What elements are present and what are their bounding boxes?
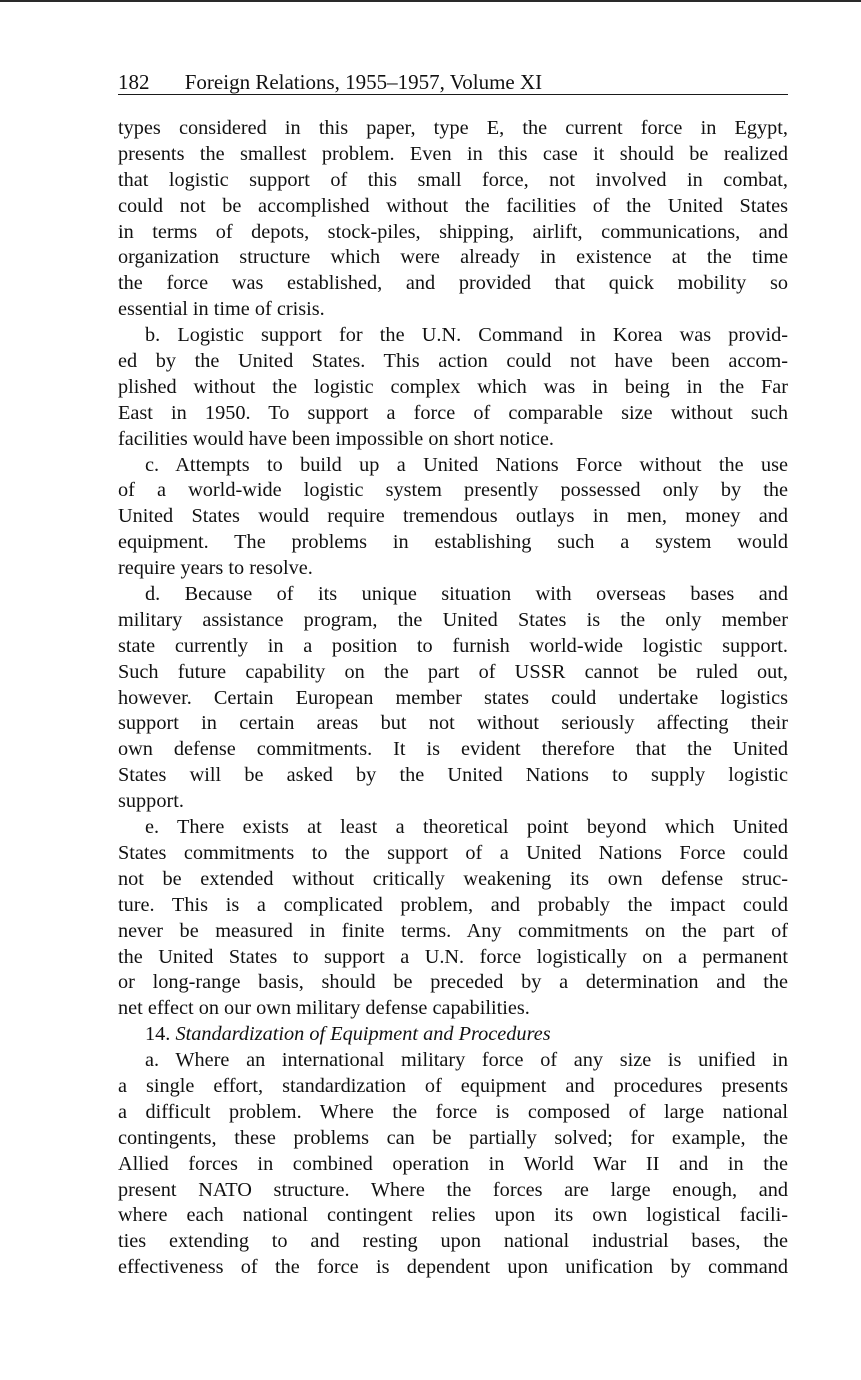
text-line: of a world-wide logistic system presently possessed only by the — [118, 479, 788, 502]
text-line: own defense commitments. It is evident therefore that the United — [118, 738, 788, 761]
text-line: ed by the United States. This action could not have been accom- — [118, 350, 788, 373]
text-line: States will be asked by the United Nations to supply logistic — [118, 764, 788, 787]
volume-title: Foreign Relations, 1955–1957, Volume XI — [184, 70, 543, 94]
text-line: military assistance program, the United States is the only member — [118, 608, 788, 631]
text-line: state currently in a position to furnish world-wide logistic support. — [118, 634, 788, 657]
text-line: a difficult problem. Where the force is composed of large national — [118, 1100, 788, 1123]
paragraph-14a — [118, 1048, 788, 1281]
text-line: never be measured in finite terms. Any commitments on the part of — [118, 919, 788, 942]
text-line: contingents, these problems can be partially solved; for example, the — [118, 1126, 788, 1149]
text-line: or long-range basis, should be preceded by a determination and the — [118, 971, 788, 994]
text-line: Such future capability on the part of USSR cannot be ruled out, — [118, 660, 788, 683]
text-line: plished without the logistic complex which was in being in the Far — [118, 375, 788, 398]
text-line: b. Logistic support for the U.N. Command in Korea was provid- — [145, 324, 788, 347]
text-line: effectiveness of the force is dependent upon unification by command — [118, 1256, 788, 1279]
text-line: e. There exists at least a theoretical point beyond which United — [145, 816, 788, 839]
section-heading — [118, 1022, 788, 1048]
paragraph-continuation — [118, 116, 788, 323]
running-head — [118, 70, 788, 95]
text-line: the United States to support a U.N. force logistically on a permanent — [118, 945, 788, 968]
text-line: ties extending to and resting upon national industrial bases, the — [118, 1230, 788, 1253]
text-line: facilities would have been impossible on short notice. — [118, 427, 554, 450]
text-line: a. Where an international military force of any size is unified in — [145, 1049, 788, 1072]
text-line: the force was established, and provided that quick mobility so — [118, 272, 788, 295]
section-number: 14. — [145, 1023, 171, 1046]
top-edge-rule — [0, 0, 861, 2]
text-line: equipment. The problems in establishing such a system would — [118, 531, 788, 554]
paragraph-c — [118, 453, 788, 582]
text-line: a single effort, standardization of equipment and procedures presents — [118, 1074, 788, 1097]
text-line: net effect on our own military defense capabilities. — [118, 997, 530, 1020]
paragraph-b — [118, 323, 788, 452]
text-line: in terms of depots, stock-piles, shipping, airlift, communications, and — [118, 220, 788, 243]
text-line: States commitments to the support of a United Nations Force could — [118, 841, 788, 864]
text-line: present NATO structure. Where the forces are large enough, and — [118, 1178, 788, 1201]
text-line: East in 1950. To support a force of comparable size without such — [118, 401, 788, 424]
text-line: c. Attempts to build up a United Nations Force without the use — [145, 453, 788, 476]
text-line: support in certain areas but not without seriously affecting their — [118, 712, 788, 735]
text-line: essential in time of crisis. — [118, 298, 325, 321]
page-number: 182 — [118, 70, 150, 94]
text-line: ture. This is a complicated problem, and probably the impact could — [118, 893, 788, 916]
text-line: could not be accomplished without the facilities of the United States — [118, 194, 788, 217]
text-line: however. Certain European member states could undertake logistics — [118, 686, 788, 709]
text-line: types considered in this paper, type E, the current force in Egypt, — [118, 117, 788, 139]
text-line: where each national contingent relies upon its own logistical facili- — [118, 1204, 788, 1227]
text-line: support. — [118, 790, 184, 813]
body-text — [118, 116, 788, 1281]
paragraph-d — [118, 582, 788, 815]
paragraph-e — [118, 815, 788, 1022]
text-line: d. Because of its unique situation with overseas bases and — [145, 583, 788, 606]
text-line: United States would require tremendous outlays in men, money and — [118, 505, 788, 528]
text-line: require years to resolve. — [118, 557, 313, 580]
text-line: not be extended without critically weakening its own defense struc- — [118, 867, 788, 890]
section-title: Standardization of Equipment and Procedures — [175, 1023, 551, 1046]
text-line: that logistic support of this small force, not involved in combat, — [118, 168, 788, 191]
text-line: Allied forces in combined operation in World War II and in the — [118, 1152, 788, 1175]
text-line: organization structure which were already in existence at the time — [118, 246, 788, 269]
text-line: presents the smallest problem. Even in this case it should be realized — [118, 142, 788, 165]
